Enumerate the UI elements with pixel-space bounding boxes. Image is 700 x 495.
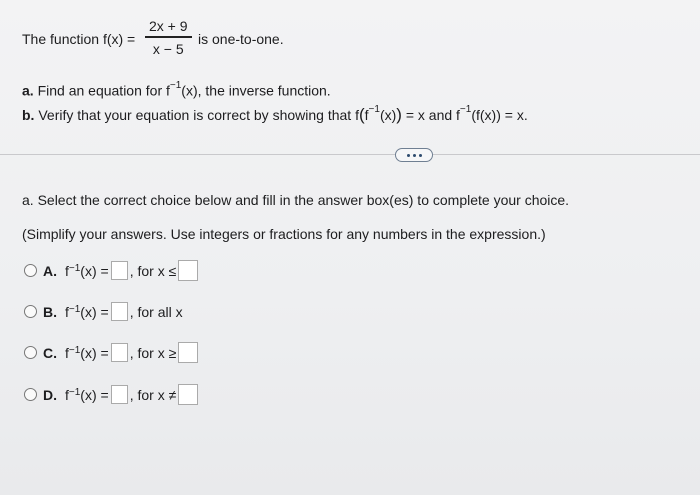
- part-b-sup1: −1: [368, 104, 380, 116]
- fraction-bar: [145, 36, 192, 38]
- section-divider: [0, 154, 700, 155]
- function-fraction: [145, 18, 192, 57]
- choice-b[interactable]: [24, 302, 183, 321]
- part-b-paren-open: (: [358, 105, 365, 124]
- choice-letter: B.: [43, 303, 57, 320]
- choice-prefix: f: [65, 386, 69, 403]
- ellipsis-icon: [407, 154, 410, 157]
- part-b-text: Verify that your equation is correct by showing that f: [38, 107, 359, 123]
- choice-letter: C.: [43, 344, 57, 361]
- choice-c[interactable]: [24, 342, 200, 363]
- choice-func: (x) =: [80, 344, 109, 361]
- choice-middle: , for all x: [129, 303, 183, 320]
- radio-d[interactable]: [24, 388, 37, 401]
- intro-text: The function f(x) =: [22, 31, 136, 47]
- part-b-label: b.: [22, 107, 35, 123]
- choice-prefix: f: [65, 344, 69, 361]
- choice-middle: , for x ≠: [129, 386, 177, 403]
- problem-intro: [22, 31, 135, 47]
- choice-sup: −1: [68, 263, 81, 274]
- expand-more-button[interactable]: [395, 148, 433, 162]
- ellipsis-icon: [419, 154, 422, 157]
- part-b-end: (f(x)) = x.: [471, 107, 528, 123]
- choice-sup: −1: [68, 387, 81, 398]
- choice-a[interactable]: [24, 260, 200, 281]
- part-b-paren-close: ): [396, 105, 402, 124]
- answer-box-a1[interactable]: [111, 261, 128, 280]
- radio-b[interactable]: [24, 305, 37, 318]
- answer-box-a2[interactable]: [178, 260, 198, 281]
- simplify-note: (Simplify your answers. Use integers or fractions for any numbers in the expression.): [22, 226, 546, 242]
- intro-suffix: is one-to-one.: [198, 31, 284, 47]
- choice-prefix: f: [65, 303, 69, 320]
- part-a-sup: −1: [169, 80, 182, 91]
- answer-box-d1[interactable]: [111, 385, 128, 404]
- answer-box-c2[interactable]: [178, 342, 198, 363]
- choice-func: (x) =: [80, 262, 109, 279]
- choice-middle: , for x ≤: [129, 262, 177, 279]
- part-b-inner-f: f: [364, 107, 369, 123]
- choice-d[interactable]: [24, 384, 200, 405]
- part-b-sup2: −1: [459, 104, 472, 116]
- choice-func: (x) =: [80, 303, 109, 320]
- part-a-rest: (x), the inverse function.: [181, 82, 331, 99]
- choice-letter: D.: [43, 386, 57, 403]
- choice-letter: A.: [43, 262, 57, 279]
- part-a-instruction: a. Select the correct choice below and fill in the answer box(es) to complete your choice.: [22, 192, 570, 208]
- part-b-statement: [22, 105, 528, 125]
- choice-sup: −1: [68, 304, 81, 315]
- fraction-numerator: 2x + 9: [149, 18, 188, 34]
- ellipsis-icon: [413, 154, 416, 157]
- part-a-label: a.: [22, 82, 34, 99]
- answer-box-c1[interactable]: [111, 343, 128, 362]
- part-b-eq1: = x and f: [401, 107, 460, 123]
- choice-prefix: f: [65, 262, 69, 279]
- answer-box-d2[interactable]: [178, 384, 198, 405]
- choice-func: (x) =: [80, 386, 109, 403]
- part-a-statement: [22, 82, 331, 99]
- answer-box-b1[interactable]: [111, 302, 128, 321]
- radio-c[interactable]: [24, 346, 37, 359]
- fraction-denominator: x − 5: [152, 40, 184, 57]
- choice-sup: −1: [68, 345, 81, 356]
- part-a-text: Find an equation for f: [37, 82, 170, 99]
- radio-a[interactable]: [24, 264, 37, 277]
- part-b-inner-rest: (x): [379, 107, 397, 123]
- choice-middle: , for x ≥: [129, 344, 177, 361]
